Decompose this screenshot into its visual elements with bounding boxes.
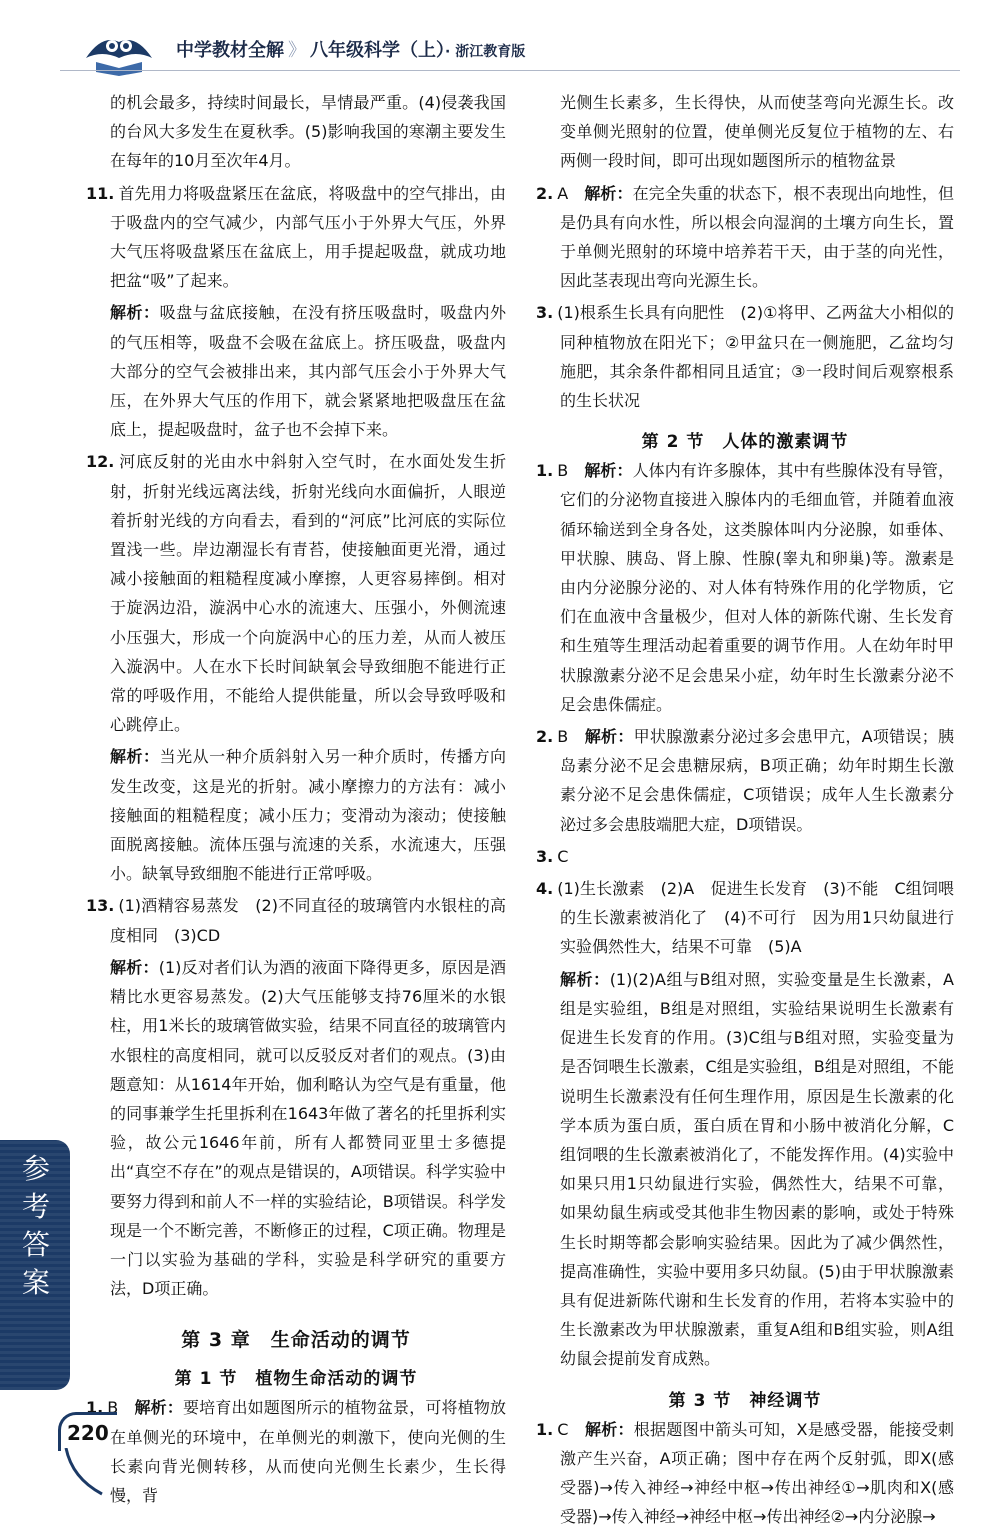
answer-number: 1.	[536, 1419, 554, 1439]
answer-number: 3.	[536, 303, 554, 323]
answer-number: 11.	[86, 183, 115, 203]
analysis-label: 解析：	[134, 1398, 183, 1418]
section1-answer-1-continued: 光侧生长素多，生长得快，从而使茎弯向光源生长。改变单侧光照射的位置，使单侧光反复位于植物的左、右两侧一段时间，即可出现如题图所示的植物盆景	[560, 93, 954, 171]
answer-number: 2.	[536, 727, 554, 747]
answer-number: 2.	[536, 183, 554, 203]
answer-12-analysis	[86, 742, 506, 888]
answer-12-text	[86, 447, 506, 739]
page-number: 220	[58, 1412, 117, 1451]
answer-number: 13.	[86, 896, 115, 916]
section2-answer-1	[536, 456, 954, 719]
left-column	[86, 88, 506, 1513]
analysis-label: 解析：	[110, 957, 159, 977]
answer-number: 4.	[536, 879, 554, 899]
analysis-body: 在完全失重的状态下，根不表现出向地性，但是仍具有向水性，所以根会向湿润的土壤方向生长，置于单侧光照射的环境中培养若干天，由于茎的向光性，因此茎表现出弯向光源生长。	[560, 183, 954, 291]
section-heading: 第 3 节 神经调节	[668, 1390, 822, 1411]
answer-13-text	[86, 891, 506, 949]
side-tab-label: 参考答案	[21, 1152, 50, 1299]
answer-11-analysis	[86, 298, 506, 444]
analysis-label: 解析：	[584, 727, 634, 747]
answer-choice: B	[107, 1398, 135, 1418]
page-curl-decoration	[62, 1448, 122, 1496]
section2-answer-3	[536, 842, 954, 871]
book-series: 中学教材全解	[176, 40, 284, 61]
analysis-body: 当光从一种介质斜射入另一种介质时，传播方向发生改变，这是光的折射。减小摩擦力的方法有：减小接触面的粗糙程度；减小压力；变滑动为滚动；使接触面脱离接触。流体压强与流速的关系，水流速大，压强小。缺氧导致细胞不能进行正常呼吸。	[110, 747, 506, 884]
answer-body: (1)根系生长具有向肥性 (2)①将甲、乙两盆大小相似的同种植物放在阳光下；②甲盆只在一侧施肥，乙盆均匀施肥，其余条件都相同且适宜；③一段时间后观察根系的生长状况	[557, 303, 954, 411]
answer-13-analysis	[86, 953, 506, 1303]
analysis-body: 根据题图中箭头可知，X是感受器，能接受刺激产生兴奋，A项正确；图中存在两个反射弧，即X(感受器)→传入神经→神经中枢→传出神经①→肌肉和X(感受器)→传入神经→神经中枢→传出神经②→内分泌腺→	[560, 1419, 954, 1527]
analysis-body: 吸盘与盆底接触，在没有挤压吸盘时，吸盘内外的气压相等，吸盘不会吸在盆底上。挤压吸盘，吸盘内大部分的空气会被排出来，其内部气压会小于外界大气压，在外界大气压的作用下，就会紧紧地把吸盘压在盆底上，提起吸盘时，盆子也不会掉下来。	[110, 303, 506, 440]
answer-number: 1.	[86, 1398, 104, 1418]
analysis-label: 解析：	[560, 969, 610, 989]
analysis-label: 解析：	[584, 183, 633, 203]
analysis-label: 解析：	[584, 1419, 634, 1439]
answer-number: 3.	[536, 846, 554, 866]
section1-answer-1	[86, 1393, 506, 1510]
answer-choice: C	[557, 1419, 585, 1439]
answer-body: 河底反射的光由水中斜射入空气时，在水面处发生折射，折射光线远离法线，折射光线向水面偏折，人眼逆着折射光线的方向看去，看到的“河底”比河底的实际位置浅一些。岸边潮湿长有青苔，使接触面更光滑，通过减小接触面的粗糙程度减小摩擦，人更容易摔倒。相对于旋涡边沿，漩涡中心水的流速大、压强小，外侧流速小压强大，形成一个向旋涡中心的压力差，从而人被压入漩涡中。人在水下长时间缺氧会导致细胞不能进行正常的呼吸作用，不能给人提供能量，所以会导致呼吸和心跳停止。	[110, 452, 506, 735]
answer-13	[86, 891, 506, 1303]
reference-answers-tab	[0, 1140, 70, 1390]
answer-number: 1.	[536, 461, 554, 481]
section1-answer-3	[536, 298, 954, 415]
answer-number: 12.	[86, 452, 115, 472]
analysis-label: 解析：	[110, 747, 160, 767]
analysis-body: (1)(2)A组与B组对照，实验变量是生长激素，A组是实验组，B组是对照组，实验结果说明生长激素有促进生长发育的作用。(3)C组与B组对照，实验变量为是否饲喂生长激素，C组是实验组，B组是对照组，不能说明生长激素没有任何生理作用，原因是生长激素的化学本质为蛋白质，蛋白质在胃和小肠中被消化分解，C组饲喂的生长激素被消化了，不能发挥作用。(4)实验中如果只用1只幼鼠进行实验，偶然性大，结果不可靠，如果幼鼠生病或受其他非生物因素的影响，或处于特殊生长时期等都会影响实验结果。因此为了减少偶然性，提高准确性，实验中要用多只幼鼠。(5)由于甲状腺激素具有促进新陈代谢和生长发育的作用，若将本实验中的生长激素改为甲状腺激素，重复A组和B组实验，则A组幼鼠会提前发育成熟。	[560, 969, 954, 1369]
analysis-label: 解析：	[110, 303, 160, 323]
answer-body: (1)生长激素 (2)A 促进生长发育 (3)不能 C组饲喂的生长激素被消化了 (4)不可行 因为用1只幼鼠进行实验偶然性大，结果不可靠 (5)A	[557, 879, 954, 957]
book-title	[176, 36, 525, 62]
section2-answer-4	[536, 874, 954, 1373]
analysis-body: (1)反对者们认为酒的液面下降得更多，原因是酒精比水更容易蒸发。(2)大气压能够支持76厘米的水银柱，用1米长的玻璃管做实验，结果不同直径的玻璃管内水银柱的高度相同，就可以反驳反对者们的观点。(3)由题意知：从1614年开始，伽利略认为空气是有重量，他的同事兼学生托里拆利在1643年做了著名的托里拆利实验，故公元1646年前，所有人都赞同亚里士多德提出“真空不存在”的观点是错误的，A项错误。科学实验中要努力得到和前人不一样的实验结论，B项错误。科学发现是一个不断完善，不断修正的过程，C项正确。物理是一门以实验为基础的学科，实验是科学研究的重要方法，D项正确。	[110, 957, 506, 1299]
section-heading: 第 2 节 人体的激素调节	[641, 432, 849, 453]
analysis-body: 要培育出如题图所示的植物盆景，可将植物放在单侧光的环境中，在单侧光的刺激下，使向光侧的生长素向背光侧转移，从而使向光侧生长素少，生长得慢，背	[110, 1398, 506, 1505]
chapter-heading: 第 3 章 生命活动的调节	[181, 1329, 411, 1352]
section2-answer-2	[536, 722, 954, 839]
analysis-body: 人体内有许多腺体，其中有些腺体没有导管，它们的分泌物直接进入腺体内的毛细血管，并随着血液循环输送到全身各处，这类腺体叫内分泌腺，如垂体、甲状腺、胰岛、肾上腺、性腺(睾丸和卵巢)等。激素是由内分泌腺分泌的、对人体有特殊作用的化学物质，它们在血液中含量极少，但对人体的新陈代谢、生长发育和生殖等生理活动起着重要的调节作用。人在幼年时甲状腺激素分泌不足会患呆小症，幼年时生长激素分泌不足会患侏儒症。	[560, 461, 954, 714]
book-edition: · 浙江教育版	[445, 44, 526, 60]
answer-choice: B	[557, 461, 585, 481]
section3-answer-1	[536, 1415, 954, 1532]
right-column	[536, 88, 954, 1534]
section1-answer-2	[536, 179, 954, 296]
header-divider	[60, 70, 960, 71]
answer-body: 首先用力将吸盘紧压在盆底，将吸盘中的空气排出，由于吸盘内的空气减少，内部气压小于外界大气压，外界大气压将吸盘紧压在盆底上，用手提起吸盘，就成功地把盆“吸”了起来。	[110, 183, 506, 291]
answer-choice: B	[557, 727, 585, 747]
answer-11-text	[86, 179, 506, 296]
answer-11	[86, 179, 506, 445]
answer-choice: A	[557, 183, 585, 203]
analysis-label: 解析：	[584, 461, 633, 481]
answer-choice: C	[557, 846, 569, 866]
analysis-body: 甲状腺激素分泌过多会患甲亢，A项错误；胰岛素分泌不足会患糖尿病，B项正确；幼年时期生长激素分泌不足会患侏儒症，C项错误；成年人生长激素分泌过多会患肢端肥大症，D项错误。	[560, 727, 954, 834]
section-heading: 第 1 节 植物生命活动的调节	[174, 1369, 418, 1390]
answer-12	[86, 447, 506, 888]
title-separator: 》	[288, 40, 306, 61]
page-header	[0, 0, 1000, 80]
book-subject: 八年级科学（上）	[310, 40, 445, 61]
section2-answer-4-analysis	[536, 965, 954, 1374]
answer-body: (1)酒精容易蒸发 (2)不同直径的玻璃管内水银柱的高度相同 (3)CD	[110, 896, 506, 945]
section2-answer-4-text	[536, 874, 954, 962]
answer-10-continued: 的机会最多，持续时间最长，旱情最严重。(4)侵袭我国的台风大多发生在夏秋季。(5)影响我国的寒潮主要发生在每年的10月至次年4月。	[110, 93, 506, 171]
